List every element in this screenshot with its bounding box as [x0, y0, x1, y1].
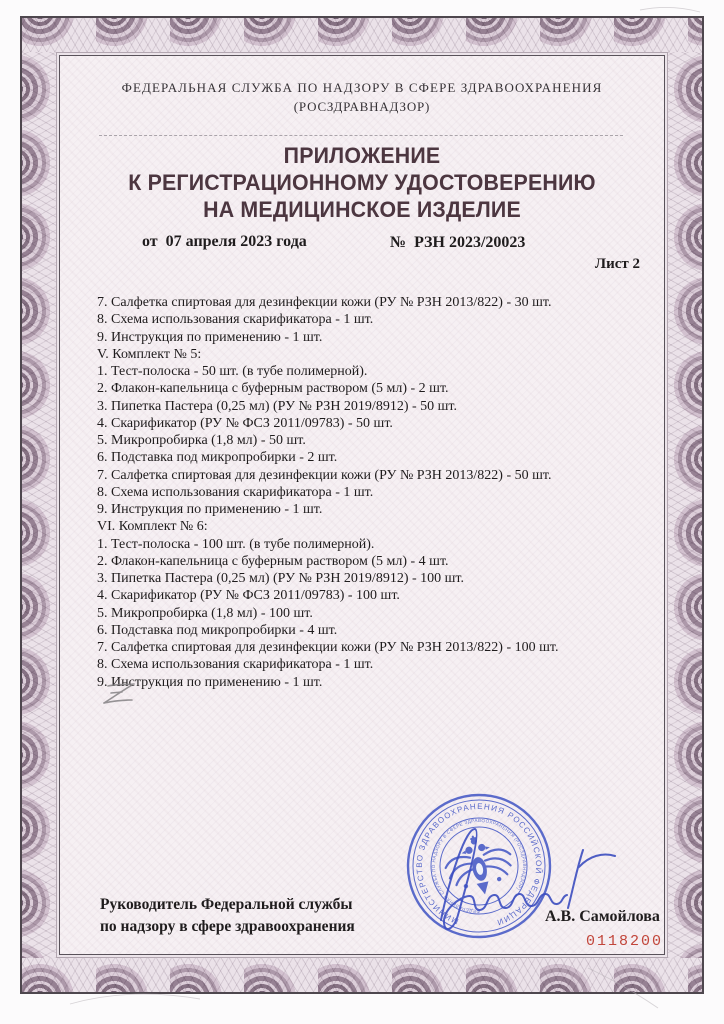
document-title-line2: К РЕГИСТРАЦИОННОМУ УДОСТОВЕРЕНИЮ — [128, 170, 596, 195]
list-item: 3. Пипетка Пастера (0,25 мл) (РУ № РЗН 2019/8912) - 100 шт. — [97, 571, 464, 586]
sheet-number: Лист 2 — [594, 256, 640, 272]
list-item: 7. Салфетка спиртовая для дезинфекции кожи (РУ № РЗН 2013/822) - 30 шт. — [97, 295, 552, 310]
list-item: 9. Инструкция по применению - 1 шт. — [97, 329, 323, 345]
stamp-inner-text: ФЕДЕРАЛЬНАЯ СЛУЖБА ПО НАДЗОРУ В СФЕРЕ ЗДРАВООХРАНЕНИЯ (РОСЗДРАВНАДЗОР) — [430, 817, 528, 915]
list-item: 1. Тест-полоска - 50 шт. (в тубе полимерной). — [97, 364, 368, 379]
list-item: 5. Микропробирка (1,8 мл) - 50 шт. — [97, 433, 306, 448]
handwritten-mark — [98, 682, 142, 708]
document-title-line1: ПРИЛОЖЕНИЕ — [283, 143, 441, 168]
issue-date: от 07 апреля 2023 года — [142, 233, 307, 250]
list-item: 4. Скарификатор (РУ № ФСЗ 2011/09783) - 50 шт. — [97, 415, 393, 431]
kit-contents-list — [97, 294, 642, 691]
agency-name: ФЕДЕРАЛЬНАЯ СЛУЖБА ПО НАДЗОРУ В СФЕРЕ ЗДРАВООХРАНЕНИЯ — [121, 80, 603, 95]
list-item: VI. Комплект № 6: — [97, 519, 208, 535]
list-item: 7. Салфетка спиртовая для дезинфекции кожи (РУ № РЗН 2013/822) - 100 шт. — [97, 640, 559, 655]
list-item: 6. Подставка под микропробирки - 4 шт. — [97, 622, 338, 638]
list-item: 7. Салфетка спиртовая для дезинфекции кожи (РУ № РЗН 2013/822) - 50 шт. — [97, 467, 552, 483]
list-item: 4. Скарификатор (РУ № ФСЗ 2011/09783) - 100 шт. — [97, 588, 400, 604]
signer-name: А.В. Самойлова — [545, 908, 660, 925]
list-item: 2. Флакон-капельница с буферным раствором (5 мл) - 4 шт. — [97, 553, 449, 569]
stamp-outer-text: МИНИСТЕРСТВО ЗДРАВООХРАНЕНИЯ РОССИЙСКОЙ ФЕДЕРАЦИИ — [414, 801, 544, 928]
signer-position-line1: Руководитель Федеральной службы — [100, 896, 353, 913]
signer-position-line2: по надзору в сфере здравоохранения — [100, 918, 355, 935]
list-item: 2. Флакон-капельница с буферным раствором (5 мл) - 2 шт. — [97, 381, 449, 397]
registration-number: № РЗН 2023/20023 — [390, 234, 526, 251]
list-item: 5. Микропробирка (1,8 мл) - 100 шт. — [97, 605, 313, 621]
list-item: 6. Подставка под микропробирки - 2 шт. — [97, 450, 338, 466]
list-item: V. Комплект № 5: — [97, 346, 202, 362]
border-pattern-top — [22, 18, 702, 52]
list-item: 1. Тест-полоска - 100 шт. (в тубе полимерной). — [97, 536, 375, 552]
form-serial-number: 0118200 — [586, 933, 664, 950]
list-item: 8. Схема использования скарификатора - 1 шт. — [97, 657, 374, 673]
list-item: 9. Инструкция по применению - 1 шт. — [97, 502, 323, 517]
list-item: 8. Схема использования скарификатора - 1 шт. — [97, 484, 374, 500]
border-pattern-bottom — [22, 958, 702, 992]
list-item: 9. Инструкция по применению - 1 шт. — [97, 674, 323, 690]
document-title-line3: НА МЕДИЦИНСКОЕ ИЗДЕЛИЕ — [203, 197, 521, 222]
list-item: 3. Пипетка Пастера (0,25 мл) (РУ № РЗН 2019/8912) - 50 шт. — [97, 398, 457, 414]
agency-short-name: (РОСЗДРАВНАДЗОР) — [293, 99, 431, 114]
list-item: 8. Схема использования скарификатора - 1 шт. — [97, 312, 374, 328]
header-divider — [99, 135, 623, 136]
